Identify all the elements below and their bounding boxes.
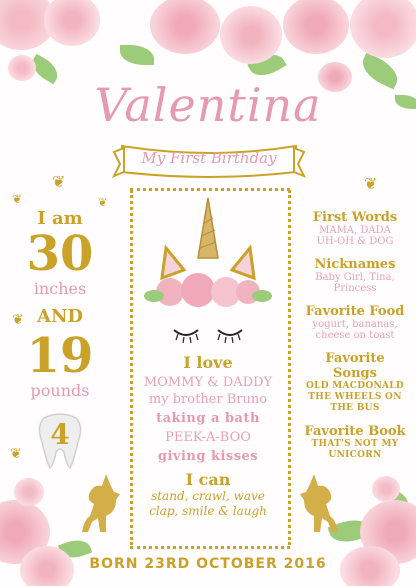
weight-unit: pounds	[30, 381, 90, 400]
nicknames-value: Baby Girl, Tina,	[315, 272, 395, 283]
teeth-count: 4	[50, 418, 70, 451]
unicorn-silhouette-left	[76, 470, 126, 540]
book-value: UNICORN	[328, 450, 382, 460]
food-value: cheese on toast	[315, 330, 395, 341]
divider-top	[130, 188, 290, 191]
nicknames-heading: Nicknames	[314, 257, 396, 272]
first-words-heading: First Words	[312, 210, 398, 225]
butterfly-icon: ❦	[98, 196, 108, 209]
love-item: MOMMY & DADDY	[143, 375, 273, 390]
first-words-value: UH-OH & DOG	[316, 236, 394, 247]
love-heading: I love	[183, 353, 233, 372]
can-heading: I can	[185, 470, 231, 489]
food-value: yogurt, bananas,	[312, 319, 398, 330]
can-text: stand, crawl, wave	[151, 489, 265, 503]
butterfly-icon: ❦	[12, 192, 23, 206]
songs-value: OLD MACDONALD	[305, 381, 405, 391]
unicorn-silhouette-right	[294, 470, 344, 540]
i-am-label: I am	[37, 208, 83, 229]
and-label: AND	[36, 306, 84, 327]
love-item: my brother Bruno	[148, 392, 268, 407]
unicorn-illustration	[140, 192, 276, 352]
divider-right	[288, 190, 291, 545]
first-words-value: MAMA, DADA	[319, 225, 391, 236]
love-item: taking a bath	[156, 411, 260, 426]
butterfly-icon: ❦	[10, 446, 22, 462]
height-value: 30	[26, 226, 94, 282]
weight-value: 19	[26, 328, 94, 384]
book-value: THAT'S NOT MY	[311, 439, 399, 449]
favorites-section	[302, 210, 408, 461]
butterfly-icon: ❦	[52, 172, 66, 191]
height-unit: inches	[33, 279, 87, 298]
divider-bottom	[130, 546, 290, 549]
songs-heading: Favorite Songs	[325, 351, 385, 381]
butterfly-icon: ❦	[12, 312, 24, 328]
born-date: BORN 23RD OCTOBER 2016	[89, 556, 327, 572]
love-item: PEEK-A-BOO	[165, 430, 251, 445]
songs-value: THE WHEELS ON THE BUS	[308, 392, 402, 413]
book-heading: Favorite Book	[304, 424, 406, 439]
food-heading: Favorite Food	[305, 304, 405, 319]
butterfly-icon: ❦	[364, 174, 378, 193]
can-text: clap, smile & laugh	[149, 504, 267, 518]
subtitle: My First Birthday	[141, 149, 277, 167]
love-item: giving kisses	[157, 449, 259, 464]
nicknames-value: Princess	[333, 283, 377, 294]
likes-section	[138, 354, 278, 519]
left-stats	[16, 208, 104, 400]
divider-left	[130, 190, 133, 545]
child-name: Valentina	[94, 78, 322, 132]
